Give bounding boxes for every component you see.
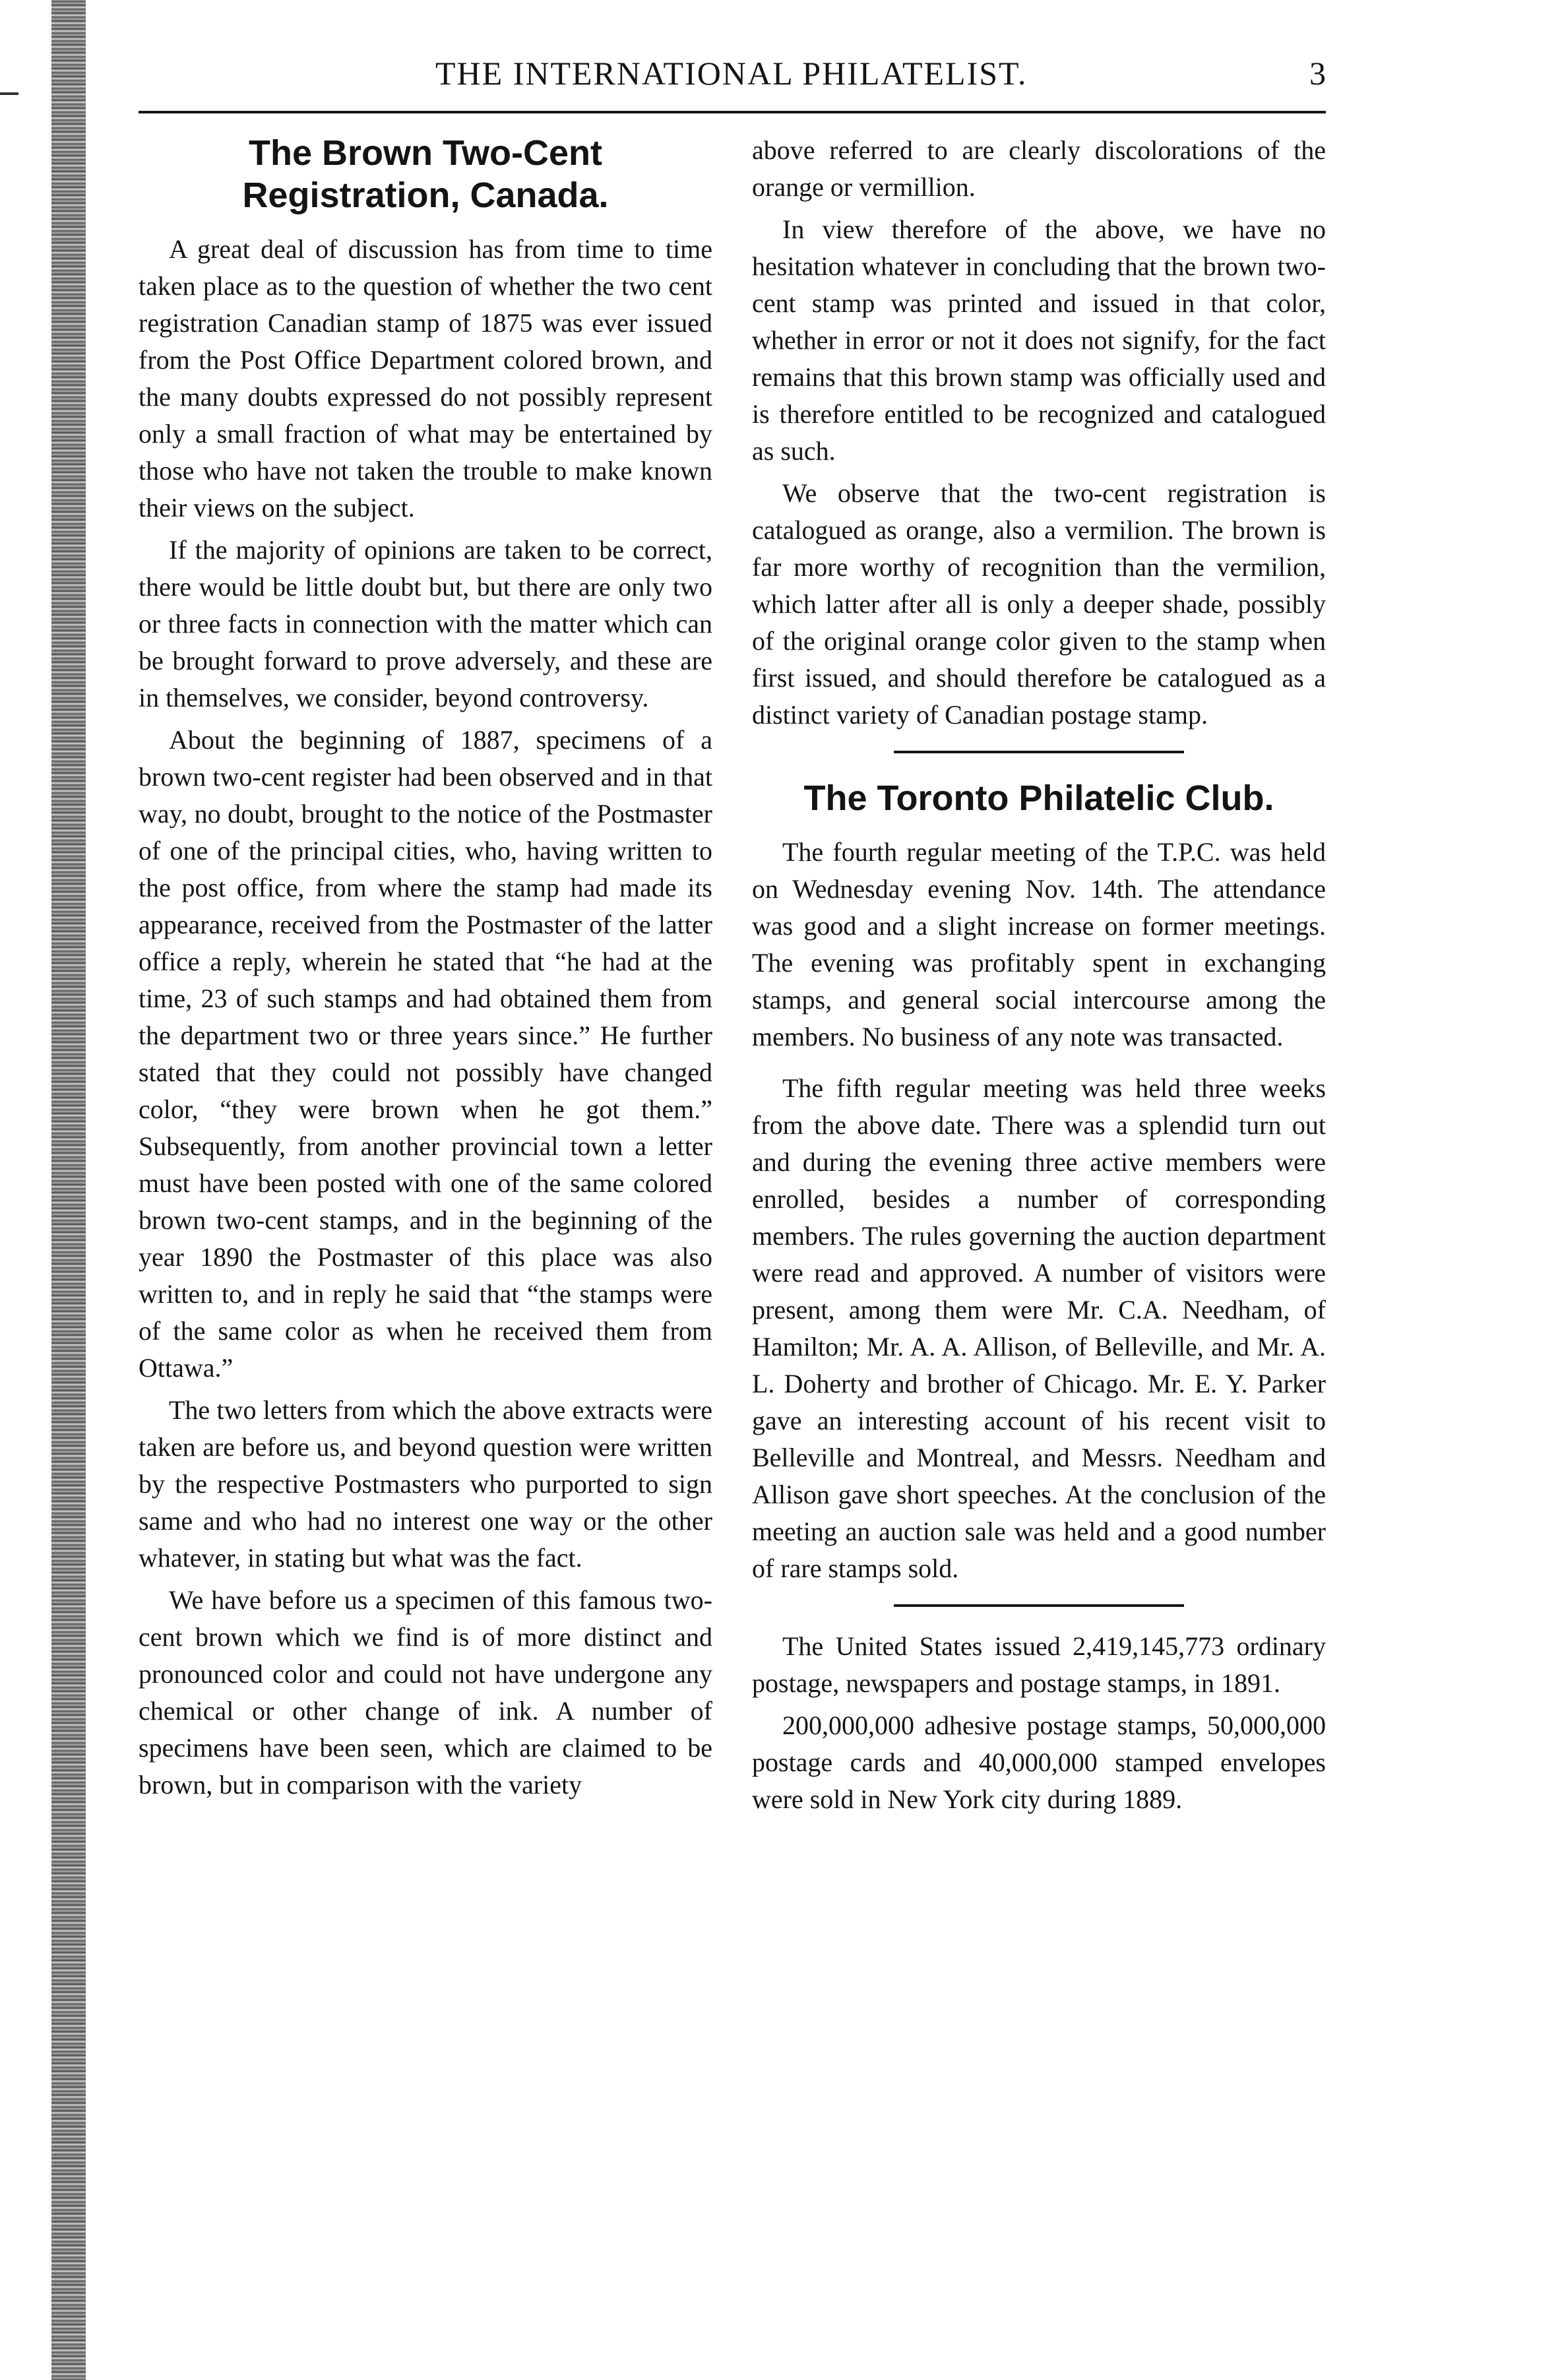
paragraph: A great deal of discussion has from time to time taken place as to the question of whether the two cent registration Canadian stamp of 1875 was ever issued from the Post Office Department colored brown, and the many doubts expressed do not possibly represent only a small fraction of what may be entertained by those who have not taken the trouble to make known their views on the subject. [139,234,712,522]
binding-edge [51,0,86,2380]
article-title-registration: The Brown Two-Cent Registration, Canada. [242,133,609,215]
article-title-toronto: The Toronto Philatelic Club. [803,778,1274,818]
paragraph: About the beginning of 1887, specimens of a brown two-cent register had been observed and in that way, no doubt, brought to the notice of the Postmaster of one of the principal cities, who, having written to the post office, from where the stamp had made its appearance, received from the Postmaster of the latter office a reply, wherein he stated that “he had at the time, 23 of such stamps and had obtained them from the department two or three years since.” He further stated that they could not possibly have changed color, “they were brown when he got them.” Subsequently, from another provincial town a letter must have been posted with one of the same colored brown two-cent stamps, and in the beginning of the year 1890 the Postmaster of this place was also written to, and in reply he said that “the stamps were of the same color as when he received them from Ottawa.” [139,725,712,1383]
running-title: THE INTERNATIONAL PHILATELIST. [435,55,1028,92]
paragraph: In view therefore of the above, we have no hesitation whatever in concluding that the brown two-cent stamp was printed and issued in that color, whether in error or not it does not signify, for the fact remains that this brown stamp was officially used and is therefore entitled to be recognized and catalogued as such. [752,214,1326,466]
page-number: 3 [1309,55,1326,92]
right-column [752,132,1326,1823]
paragraph: If the majority of opinions are taken to be correct, there would be little doubt but, but there are only two or three facts in connection with the matter which can be brought forward to prove adversely, and these are in themselves, we consider, beyond controversy. [139,535,712,712]
edge-mark [0,92,18,95]
paragraph: The two letters from which the above extracts were taken are before us, and beyond question were written by the respective Postmasters who purported to sign same and who had no interest one way or the other whatever, in stating but what was the fact. [139,1395,712,1573]
left-column [139,132,712,1809]
paragraph-continued: above referred to are clearly discolorations of the orange or vermillion. [752,135,1326,202]
paragraph: The United States issued 2,419,145,773 ordinary postage, newspapers and postage stamps, in 1891. [752,1631,1326,1698]
paragraph: 200,000,000 adhesive postage stamps, 50,000,000 postage cards and 40,000,000 stamped envelopes were sold in New York city during 1889. [752,1710,1326,1814]
section-divider [894,751,1184,753]
paragraph: We observe that the two-cent registration is catalogued as orange, also a vermilion. The brown is far more worthy of recognition than the vermilion, which latter after all is only a deeper shade, possibly of the original orange color given to the stamp when first issued, and should therefore be catalogued as a distinct variety of Canadian postage stamp. [752,478,1326,730]
paragraph: The fifth regular meeting was held three weeks from the above date. There was a splendid turn out and during the evening three active members were enrolled, besides a number of corresponding members. The rules governing the auction department were read and approved. A number of visitors were present, among them were Mr. C.A. Needham, of Hamilton; Mr. A. A. Allison, of Belleville, and Mr. A. L. Doherty and brother of Chicago. Mr. E. Y. Parker gave an interesting account of his recent visit to Belleville and Montreal, and Messrs. Needham and Allison gave short speeches. At the conclusion of the meeting an auction sale was held and a good number of rare stamps sold. [752,1073,1326,1583]
header-rule [139,111,1326,113]
section-divider [894,1604,1184,1607]
paragraph: We have before us a specimen of this famous two-cent brown which we find is of more distinct and pronounced color and could not have undergone any chemical or other change of ink. A number of specimens have been seen, which are claimed to be brown, but in comparison with the variety [139,1585,712,1800]
paragraph: The fourth regular meeting of the T.P.C. was held on Wednesday evening Nov. 14th. The attendance was good and a slight increase on former meetings. The evening was profitably spent in exchanging stamps, and general social intercourse among the members. No business of any note was transacted. [752,837,1326,1051]
page-header [139,54,1326,107]
